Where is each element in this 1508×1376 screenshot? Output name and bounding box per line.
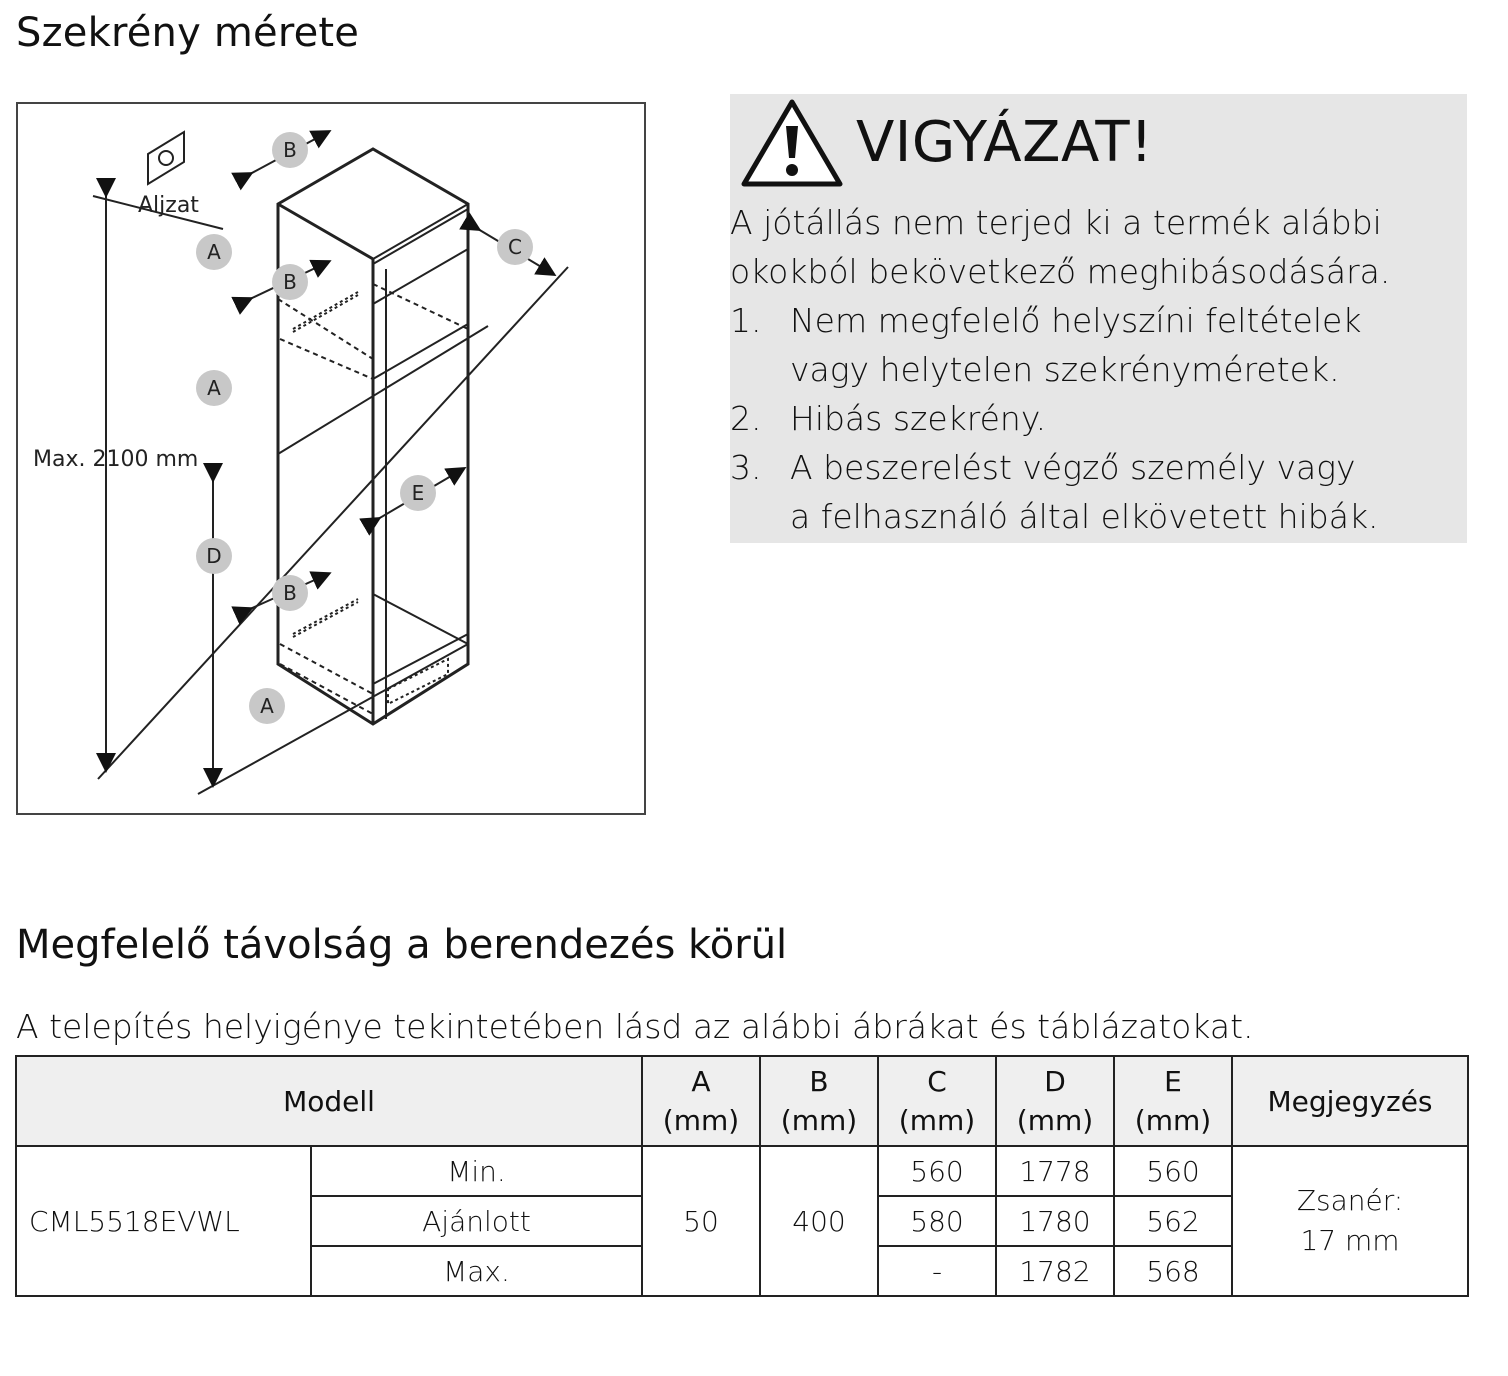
marker-b-middle: [272, 264, 308, 300]
marker-e-label: E: [411, 481, 425, 505]
marker-b-middle-label: B: [283, 270, 297, 294]
value-c: 580: [878, 1196, 996, 1246]
value-e: 560: [1114, 1146, 1232, 1196]
marker-b-bottom: [272, 575, 308, 611]
warning-list: [730, 296, 1379, 541]
marker-d: [196, 538, 232, 574]
warning-list-item: [730, 296, 1379, 394]
model-cell: CML5518EVWL: [16, 1146, 311, 1296]
max-height-label: Max. 2100 mm: [33, 447, 199, 472]
value-a: 50: [642, 1146, 760, 1296]
header-d: D (mm): [996, 1056, 1114, 1146]
list-item-line: Nem megfelelő helyszíni feltételek: [790, 301, 1362, 340]
section-title-clearance: Megfelelő távolság a berendezés körül: [16, 922, 788, 968]
clearance-table: [15, 1055, 1469, 1297]
marker-a-bottom-label: A: [260, 694, 274, 718]
value-d: 1782: [996, 1246, 1114, 1296]
note-cell: Zsanér: 17 mm: [1232, 1146, 1468, 1296]
warning-list-item: [730, 443, 1379, 541]
list-item-line: a felhasználó által elkövetett hibák.: [790, 497, 1379, 536]
warning-intro-line: okokból bekövetkező meghibásodására.: [730, 252, 1391, 291]
marker-a-top-label: A: [207, 240, 221, 264]
row-label: Ajánlott: [311, 1196, 642, 1246]
warning-triangle-icon: [740, 98, 844, 188]
value-c: 560: [878, 1146, 996, 1196]
header-a: A (mm): [642, 1056, 760, 1146]
table-row: [16, 1146, 1468, 1196]
warning-box: [730, 94, 1467, 543]
marker-a-top: [196, 234, 232, 270]
marker-b-bottom-label: B: [283, 581, 297, 605]
warning-intro-line: A jótállás nem terjed ki a termék alábbi: [730, 203, 1382, 242]
marker-d-label: D: [206, 544, 222, 568]
header-note: Megjegyzés: [1232, 1056, 1468, 1146]
list-item-line: Hibás szekrény.: [790, 399, 1047, 438]
header-e: E (mm): [1114, 1056, 1232, 1146]
marker-e: [400, 475, 436, 511]
socket-label: Aljzat: [138, 193, 199, 218]
warning-intro: [730, 198, 1390, 296]
marker-a-bottom: [249, 688, 285, 724]
value-c: -: [878, 1246, 996, 1296]
list-item-line: vagy helytelen szekrényméretek.: [790, 350, 1340, 389]
value-d: 1780: [996, 1196, 1114, 1246]
header-model: Modell: [16, 1056, 642, 1146]
list-number: 3.: [730, 448, 762, 487]
row-label: Min.: [311, 1146, 642, 1196]
marker-b-top-label: B: [283, 138, 297, 162]
list-item-line: A beszerelést végző személy vagy: [790, 448, 1356, 487]
marker-b-top: [272, 132, 308, 168]
marker-c: [497, 229, 533, 265]
warning-title: VIGYÁZAT!: [856, 110, 1154, 175]
value-d: 1778: [996, 1146, 1114, 1196]
cabinet-dimension-diagram: [16, 102, 646, 815]
value-e: 568: [1114, 1246, 1232, 1296]
marker-a-middle-label: A: [207, 376, 221, 400]
clearance-intro: A telepítés helyigénye tekintetében lásd az alábbi ábrákat és táblázatokat.: [16, 1007, 1254, 1046]
table-header-row: [16, 1056, 1468, 1146]
list-number: 2.: [730, 399, 762, 438]
warning-list-item: [730, 394, 1379, 443]
section-title-cabinet-size: Szekrény mérete: [16, 10, 360, 56]
value-e: 562: [1114, 1196, 1232, 1246]
header-b: B (mm): [760, 1056, 878, 1146]
marker-a-middle: [196, 370, 232, 406]
row-label: Max.: [311, 1246, 642, 1296]
value-b: 400: [760, 1146, 878, 1296]
marker-c-label: C: [508, 235, 522, 259]
list-number: 1.: [730, 301, 762, 340]
header-c: C (mm): [878, 1056, 996, 1146]
